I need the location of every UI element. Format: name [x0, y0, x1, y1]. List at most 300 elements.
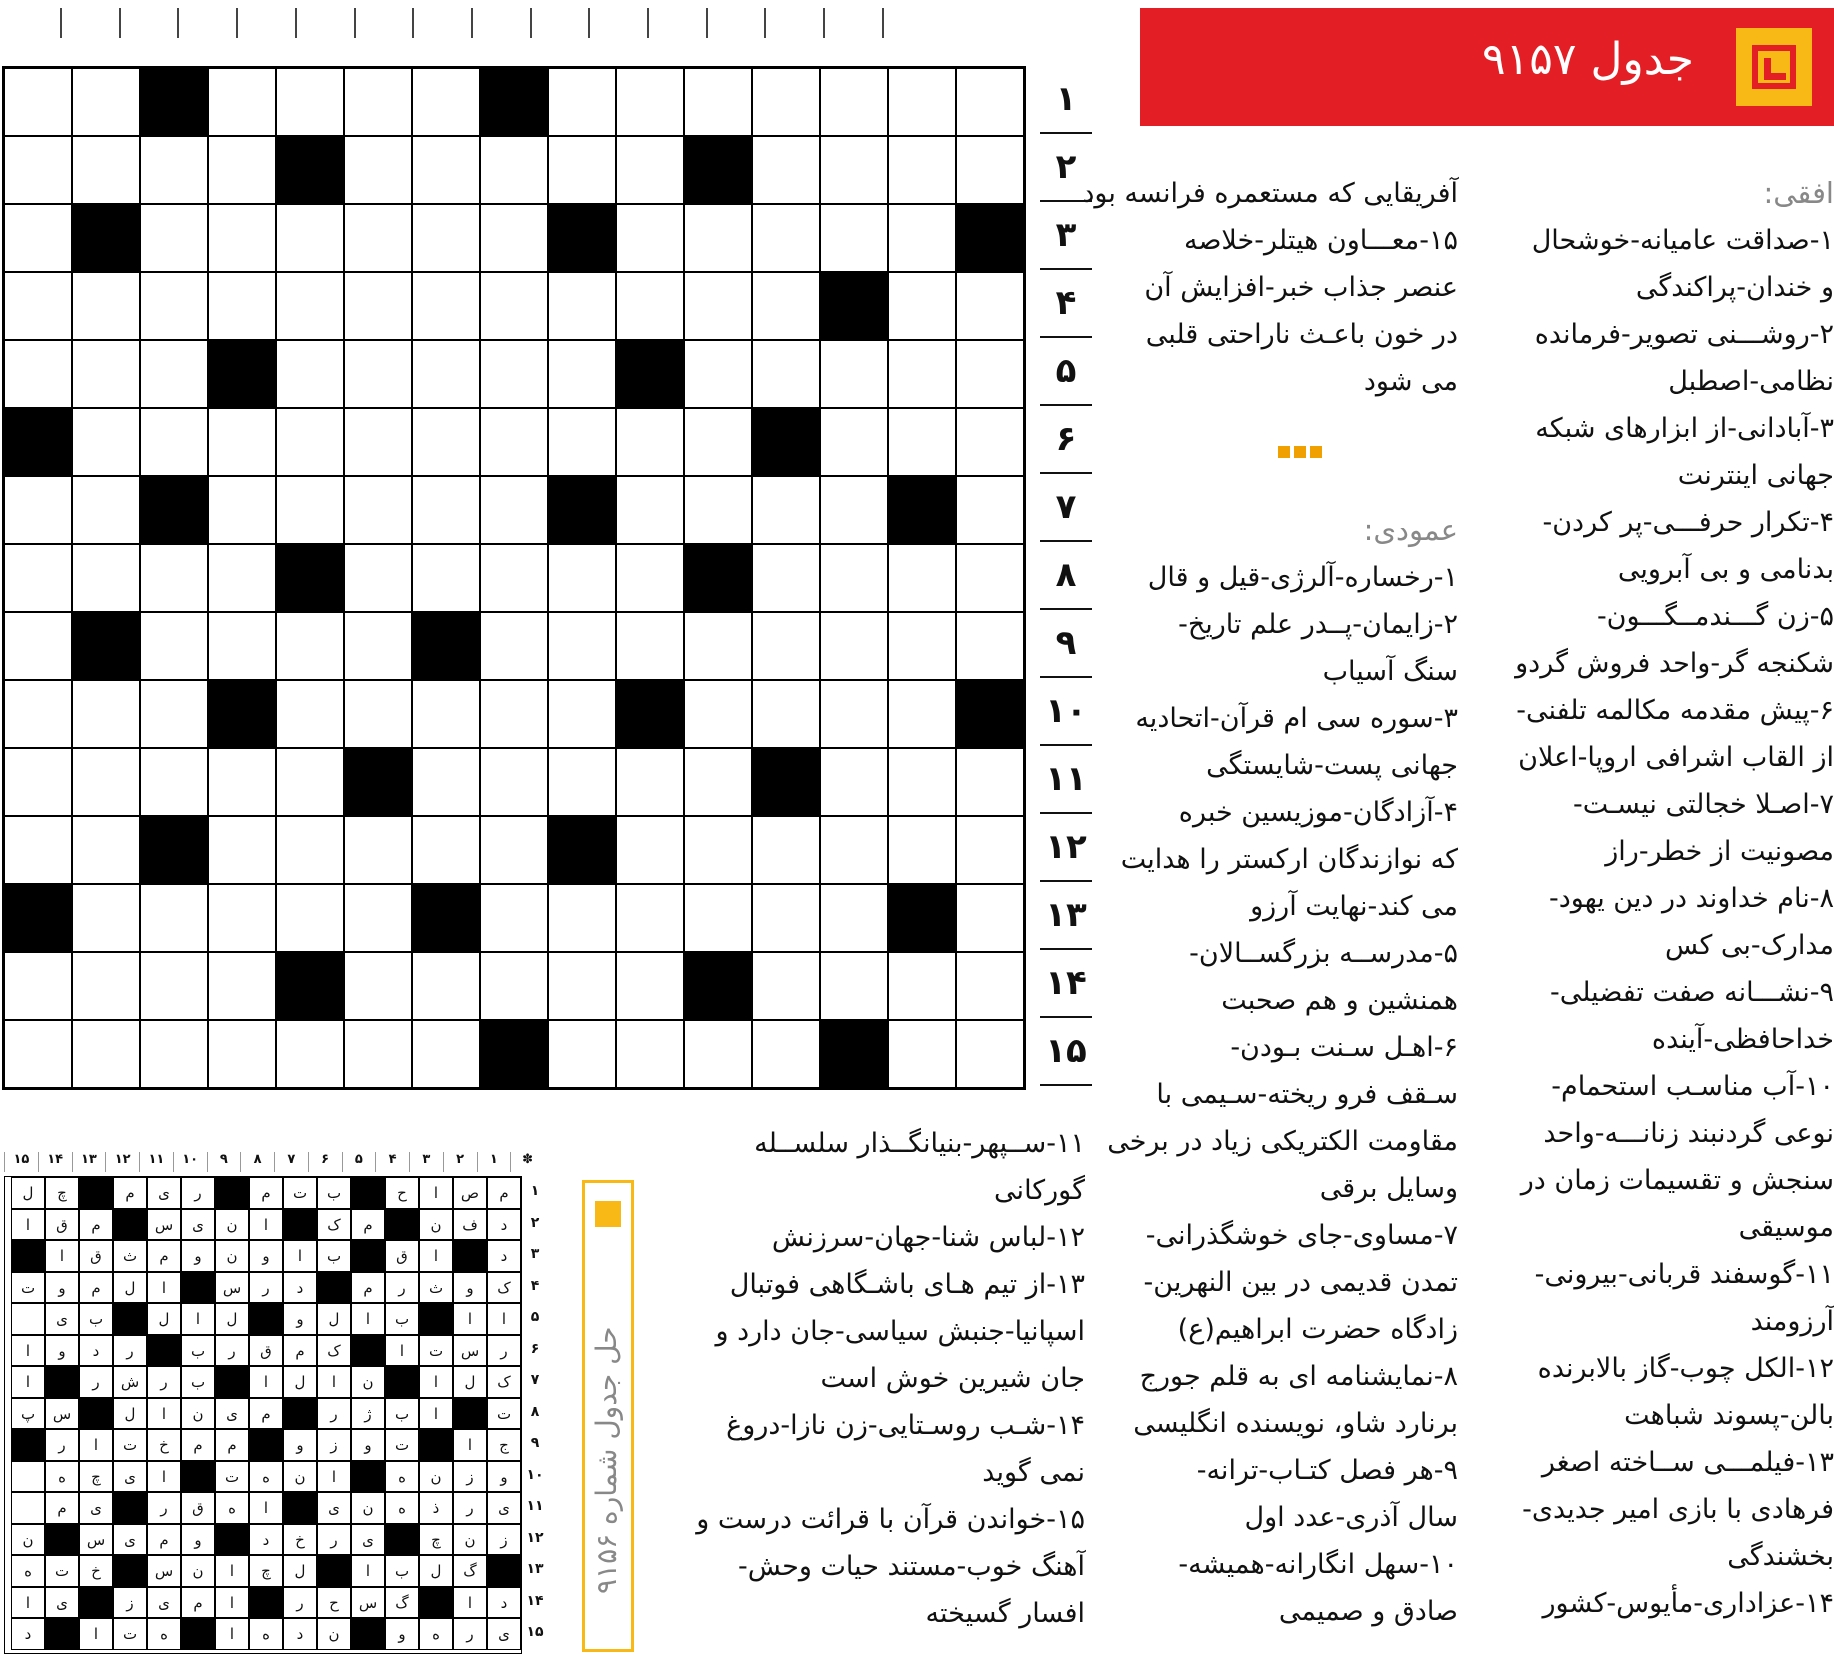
crossword-cell[interactable]: [344, 1020, 412, 1088]
clue-line: سـقف فرو ریخته-سـیمی با: [1156, 1079, 1458, 1110]
crossword-row-numbers: [1040, 66, 1092, 1086]
solution-cell: ل: [113, 1398, 147, 1430]
crossword-cell[interactable]: [684, 680, 752, 748]
solution-black-cell: [45, 1366, 79, 1398]
row-number: ۱۳: [1040, 882, 1092, 950]
crossword-cell[interactable]: [820, 340, 888, 408]
crossword-cell[interactable]: [140, 748, 208, 816]
clue-line: ۱۰-آب مناسـب استحمام-: [1551, 1071, 1834, 1102]
crossword-cell[interactable]: [956, 340, 1024, 408]
clue-line: ۵-زن گـــندمــگـــون-: [1596, 601, 1834, 632]
ruler-tick: [530, 8, 532, 38]
crossword-cell[interactable]: [616, 748, 684, 816]
solution-col-number: ۱۱: [139, 1152, 173, 1172]
crossword-cell[interactable]: [412, 816, 480, 884]
solution-cell: ز: [317, 1429, 351, 1461]
solution-cell: [11, 1492, 45, 1524]
clue-line: سنجش و تقسیمات زمان در: [1520, 1165, 1834, 1196]
crossword-cell[interactable]: [208, 408, 276, 476]
crossword-cell[interactable]: [752, 952, 820, 1020]
crossword-cell[interactable]: [820, 544, 888, 612]
crossword-cell[interactable]: [548, 884, 616, 952]
crossword-cell[interactable]: [820, 612, 888, 680]
crossword-cell[interactable]: [4, 544, 72, 612]
solution-col-number: ۱۵: [4, 1152, 38, 1172]
black-cell: [616, 680, 684, 748]
crossword-cell[interactable]: [956, 952, 1024, 1020]
ruler-tick: [412, 8, 414, 38]
crossword-cell[interactable]: [140, 136, 208, 204]
crossword-cell[interactable]: [616, 952, 684, 1020]
crossword-cell[interactable]: [72, 68, 140, 136]
solution-cell: ا: [215, 1587, 249, 1619]
crossword-cell[interactable]: [820, 476, 888, 544]
crossword-cell[interactable]: [616, 136, 684, 204]
crossword-cell[interactable]: [684, 476, 752, 544]
black-cell: [956, 680, 1024, 748]
crossword-cell[interactable]: [616, 816, 684, 884]
row-number: ۱۵: [1040, 1018, 1092, 1086]
crossword-cell[interactable]: [548, 748, 616, 816]
crossword-cell[interactable]: [412, 204, 480, 272]
solution-cell: چ: [45, 1177, 79, 1209]
crossword-cell[interactable]: [412, 340, 480, 408]
crossword-cell[interactable]: [412, 544, 480, 612]
solution-cell: ج: [487, 1429, 521, 1461]
crossword-cell[interactable]: [72, 544, 140, 612]
crossword-cell[interactable]: [548, 952, 616, 1020]
crossword-cell[interactable]: [956, 884, 1024, 952]
crossword-cell[interactable]: [956, 272, 1024, 340]
crossword-cell[interactable]: [276, 340, 344, 408]
crossword-cell[interactable]: [684, 748, 752, 816]
solution-black-cell: [11, 1429, 45, 1461]
crossword-cell[interactable]: [752, 136, 820, 204]
crossword-cell[interactable]: [344, 408, 412, 476]
crossword-cell[interactable]: [412, 136, 480, 204]
crossword-cell[interactable]: [956, 816, 1024, 884]
crossword-cell[interactable]: [140, 612, 208, 680]
solution-cell: خ: [283, 1524, 317, 1556]
black-cell: [684, 544, 752, 612]
crossword-cell[interactable]: [276, 612, 344, 680]
clue-line: ۱-رخساره-آلرژی-قیل و قال: [1147, 562, 1458, 593]
crossword-cell[interactable]: [752, 204, 820, 272]
crossword-cell[interactable]: [888, 136, 956, 204]
clue-line: نوعی گردنبند زنانـــه-واحد: [1543, 1118, 1834, 1149]
crossword-cell[interactable]: [820, 204, 888, 272]
crossword-cell[interactable]: [480, 612, 548, 680]
solution-cell: گ: [385, 1587, 419, 1619]
crossword-cell[interactable]: [4, 340, 72, 408]
crossword-cell[interactable]: [616, 884, 684, 952]
crossword-cell[interactable]: [752, 544, 820, 612]
crossword-cell[interactable]: [412, 408, 480, 476]
clue-line: جان شیرین خوش است: [820, 1363, 1085, 1394]
solution-row-number: ۶: [530, 1340, 540, 1357]
black-cell: [548, 816, 616, 884]
solution-cell: ا: [147, 1272, 181, 1304]
crossword-cell[interactable]: [548, 544, 616, 612]
crossword-cell[interactable]: [480, 408, 548, 476]
crossword-cell[interactable]: [888, 340, 956, 408]
crossword-cell[interactable]: [72, 952, 140, 1020]
black-cell: [344, 748, 412, 816]
crossword-cell[interactable]: [684, 816, 752, 884]
crossword-cell[interactable]: [72, 272, 140, 340]
crossword-cell[interactable]: [548, 1020, 616, 1088]
crossword-cell[interactable]: [140, 272, 208, 340]
previous-solution-grid: [4, 1152, 544, 1652]
crossword-cell[interactable]: [820, 884, 888, 952]
crossword-cell[interactable]: [412, 68, 480, 136]
crossword-cell[interactable]: [276, 884, 344, 952]
crossword-cell[interactable]: [888, 680, 956, 748]
crossword-cell[interactable]: [276, 816, 344, 884]
crossword-cell[interactable]: [208, 204, 276, 272]
clue-line: خداحافظی-آینده: [1651, 1024, 1834, 1055]
crossword-cell[interactable]: [72, 136, 140, 204]
crossword-cell[interactable]: [752, 612, 820, 680]
black-cell: [752, 748, 820, 816]
crossword-cell[interactable]: [72, 748, 140, 816]
crossword-cell[interactable]: [140, 544, 208, 612]
crossword-cell[interactable]: [752, 476, 820, 544]
crossword-cell[interactable]: [208, 544, 276, 612]
crossword-cell[interactable]: [888, 544, 956, 612]
solution-cell: ل: [283, 1555, 317, 1587]
crossword-cell[interactable]: [480, 272, 548, 340]
crossword-cell[interactable]: [344, 816, 412, 884]
crossword-cell[interactable]: [208, 748, 276, 816]
crossword-cell[interactable]: [276, 408, 344, 476]
solution-cell: ا: [147, 1398, 181, 1430]
crossword-cell[interactable]: [344, 68, 412, 136]
crossword-cell[interactable]: [140, 884, 208, 952]
crossword-cell[interactable]: [276, 204, 344, 272]
crossword-cell[interactable]: [752, 272, 820, 340]
crossword-cell[interactable]: [276, 272, 344, 340]
crossword-cell[interactable]: [956, 1020, 1024, 1088]
down-heading: عمودی:: [1363, 513, 1458, 547]
crossword-cell[interactable]: [616, 204, 684, 272]
crossword-cell[interactable]: [4, 136, 72, 204]
solution-cell: ه: [385, 1461, 419, 1493]
crossword-cell[interactable]: [684, 340, 752, 408]
solution-row-number: ۱۱: [526, 1498, 544, 1514]
black-cell: [548, 204, 616, 272]
solution-cell: ب: [385, 1303, 419, 1335]
crossword-cell[interactable]: [480, 680, 548, 748]
crossword-cell[interactable]: [344, 612, 412, 680]
solution-cell: ی: [215, 1398, 249, 1430]
crossword-cell[interactable]: [208, 136, 276, 204]
crossword-cell[interactable]: [888, 816, 956, 884]
crossword-cell[interactable]: [4, 68, 72, 136]
solution-cell: ب: [181, 1366, 215, 1398]
crossword-cell[interactable]: [752, 1020, 820, 1088]
crossword-cell[interactable]: [4, 204, 72, 272]
crossword-cell[interactable]: [4, 952, 72, 1020]
clue-line: وسایل برقی: [1319, 1173, 1458, 1204]
solution-black-cell: [45, 1524, 79, 1556]
crossword-cell[interactable]: [140, 680, 208, 748]
crossword-cell[interactable]: [684, 612, 752, 680]
crossword-cell[interactable]: [344, 884, 412, 952]
solution-cell: ا: [249, 1366, 283, 1398]
black-cell: [480, 68, 548, 136]
crossword-cell[interactable]: [208, 884, 276, 952]
crossword-cell[interactable]: [684, 408, 752, 476]
crossword-cell[interactable]: [72, 884, 140, 952]
crossword-cell[interactable]: [820, 408, 888, 476]
clue-line: مدارک-بی کس: [1665, 930, 1834, 961]
clue-line: ۱۵-معـــاون هیتلر-خلاصه: [1184, 225, 1458, 256]
crossword-cell[interactable]: [344, 204, 412, 272]
crossword-cell[interactable]: [956, 408, 1024, 476]
clue-line: آرزومند: [1750, 1306, 1834, 1337]
crossword-cell[interactable]: [480, 884, 548, 952]
ruler-tick: [471, 8, 473, 38]
crossword-cell[interactable]: [616, 272, 684, 340]
crossword-cell[interactable]: [208, 272, 276, 340]
crossword-cell[interactable]: [140, 1020, 208, 1088]
clue-line: ۳-سوره سی ام قرآن-اتحادیه: [1135, 703, 1458, 734]
crossword-cell[interactable]: [480, 544, 548, 612]
solution-column-numbers: [4, 1152, 544, 1172]
crossword-cell[interactable]: [684, 68, 752, 136]
solution-cell: ب: [181, 1335, 215, 1367]
top-ruler-ticks: [0, 8, 1040, 38]
crossword-cell[interactable]: [72, 680, 140, 748]
crossword-cell[interactable]: [548, 68, 616, 136]
crossword-cell[interactable]: [684, 272, 752, 340]
crossword-cell[interactable]: [684, 204, 752, 272]
crossword-cell[interactable]: [820, 680, 888, 748]
crossword-cell[interactable]: [72, 1020, 140, 1088]
solution-cell: م: [147, 1524, 181, 1556]
crossword-cell[interactable]: [276, 68, 344, 136]
crossword-cell[interactable]: [956, 136, 1024, 204]
crossword-cell[interactable]: [548, 680, 616, 748]
solution-black-cell: [249, 1587, 283, 1619]
crossword-cell[interactable]: [344, 952, 412, 1020]
solution-cell: ل: [113, 1272, 147, 1304]
crossword-cell[interactable]: [4, 748, 72, 816]
solution-cell: ی: [113, 1524, 147, 1556]
crossword-cell[interactable]: [344, 136, 412, 204]
solution-cell: ل: [317, 1303, 351, 1335]
crossword-cell[interactable]: [480, 748, 548, 816]
solution-cell: ن: [215, 1209, 249, 1241]
crossword-cell[interactable]: [888, 612, 956, 680]
crossword-cell[interactable]: [616, 1020, 684, 1088]
solution-cell: ی: [487, 1492, 521, 1524]
solution-title: حل جدول شماره ۹۱۵۶: [590, 1326, 623, 1594]
clue-line: ۱۱-گوسفند قربانی-بیرونی-: [1534, 1259, 1834, 1290]
crossword-cell[interactable]: [412, 952, 480, 1020]
puzzle-header: [1140, 8, 1834, 126]
solution-cell: م: [215, 1429, 249, 1461]
crossword-cell[interactable]: [4, 680, 72, 748]
crossword-cell[interactable]: [140, 204, 208, 272]
crossword-cell[interactable]: [956, 544, 1024, 612]
crossword-cell[interactable]: [752, 340, 820, 408]
solution-cell: و: [181, 1524, 215, 1556]
crossword-cell[interactable]: [548, 272, 616, 340]
crossword-cell[interactable]: [276, 1020, 344, 1088]
crossword-cell[interactable]: [4, 612, 72, 680]
crossword-cell[interactable]: [684, 884, 752, 952]
solution-black-cell: [419, 1303, 453, 1335]
crossword-cell[interactable]: [480, 476, 548, 544]
solution-black-cell: [283, 1209, 317, 1241]
crossword-cell[interactable]: [752, 816, 820, 884]
crossword-cell[interactable]: [208, 1020, 276, 1088]
solution-cell: ا: [317, 1461, 351, 1493]
solution-cell: ی: [351, 1524, 385, 1556]
solution-cell: د: [283, 1272, 317, 1304]
black-cell: [208, 340, 276, 408]
crossword-cell[interactable]: [888, 204, 956, 272]
crossword-cell[interactable]: [412, 272, 480, 340]
crossword-cell[interactable]: [752, 680, 820, 748]
solution-cell: ا: [385, 1335, 419, 1367]
crossword-cell[interactable]: [752, 68, 820, 136]
solution-cell: ا: [11, 1587, 45, 1619]
solution-cell: ن: [11, 1524, 45, 1556]
solution-cell: ف: [453, 1209, 487, 1241]
solution-cell: ب: [317, 1177, 351, 1209]
crossword-cell[interactable]: [276, 680, 344, 748]
crossword-cell[interactable]: [412, 748, 480, 816]
crossword-cell[interactable]: [72, 340, 140, 408]
crossword-cell[interactable]: [888, 952, 956, 1020]
crossword-cell[interactable]: [344, 476, 412, 544]
crossword-cell[interactable]: [480, 204, 548, 272]
jam-logo-icon: [1736, 28, 1812, 106]
solution-col-number: ۱: [477, 1152, 511, 1172]
crossword-cell[interactable]: [548, 408, 616, 476]
row-number: ۶: [1040, 406, 1092, 474]
solution-cell: ر: [113, 1335, 147, 1367]
crossword-cell[interactable]: [956, 476, 1024, 544]
ruler-tick: [177, 8, 179, 38]
crossword-cell[interactable]: [820, 816, 888, 884]
crossword-cell[interactable]: [276, 748, 344, 816]
clue-line: آفریقایی که مستعمره فرانسه بود: [1082, 178, 1458, 209]
crossword-cell[interactable]: [548, 340, 616, 408]
crossword-cell[interactable]: [480, 816, 548, 884]
crossword-cell[interactable]: [888, 272, 956, 340]
crossword-cell[interactable]: [72, 476, 140, 544]
crossword-cell[interactable]: [208, 612, 276, 680]
crossword-cell[interactable]: [888, 1020, 956, 1088]
crossword-cell[interactable]: [684, 1020, 752, 1088]
crossword-cell[interactable]: [4, 1020, 72, 1088]
row-number: ۸: [1040, 542, 1092, 610]
crossword-cell[interactable]: [956, 612, 1024, 680]
crossword-cell[interactable]: [344, 272, 412, 340]
crossword-cell[interactable]: [208, 952, 276, 1020]
crossword-cell[interactable]: [616, 544, 684, 612]
crossword-cell[interactable]: [480, 340, 548, 408]
crossword-cell[interactable]: [888, 748, 956, 816]
crossword-cell[interactable]: [820, 136, 888, 204]
solution-col-number: ۱۲: [105, 1152, 139, 1172]
crossword-cell[interactable]: [752, 884, 820, 952]
crossword-cell[interactable]: [72, 408, 140, 476]
crossword-cell[interactable]: [820, 952, 888, 1020]
crossword-cell[interactable]: [888, 408, 956, 476]
clue-line: ۸-نمایشنامه ای به قلم جورج: [1139, 1361, 1458, 1392]
black-cell: [276, 544, 344, 612]
solution-cell: ا: [453, 1429, 487, 1461]
ruler-tick: [882, 8, 884, 38]
crossword-cell[interactable]: [956, 748, 1024, 816]
ruler-tick: [823, 8, 825, 38]
crossword-cell[interactable]: [820, 748, 888, 816]
solution-cell: ن: [181, 1398, 215, 1430]
crossword-cell[interactable]: [548, 136, 616, 204]
crossword-cell[interactable]: [276, 476, 344, 544]
solution-cell: ر: [453, 1618, 487, 1650]
crossword-cell[interactable]: [412, 1020, 480, 1088]
crossword-cell[interactable]: [344, 340, 412, 408]
crossword-cell[interactable]: [412, 476, 480, 544]
solution-black-cell: [283, 1492, 317, 1524]
crossword-cell[interactable]: [616, 612, 684, 680]
crossword-cell[interactable]: [140, 952, 208, 1020]
solution-cell: ه: [11, 1555, 45, 1587]
crossword-cell[interactable]: [208, 68, 276, 136]
solution-cell: ق: [45, 1209, 79, 1241]
black-cell: [888, 476, 956, 544]
crossword-cell[interactable]: [412, 680, 480, 748]
solution-cell: ا: [249, 1492, 283, 1524]
solution-black-cell: [11, 1240, 45, 1272]
crossword-cell[interactable]: [140, 340, 208, 408]
crossword-cell[interactable]: [4, 272, 72, 340]
crossword-cell[interactable]: [4, 816, 72, 884]
crossword-cell[interactable]: [344, 544, 412, 612]
crossword-cell[interactable]: [888, 68, 956, 136]
crossword-cell[interactable]: [480, 952, 548, 1020]
solution-cell: و: [453, 1272, 487, 1304]
solution-cell: س: [147, 1209, 181, 1241]
crossword-cell[interactable]: [4, 476, 72, 544]
crossword-cell[interactable]: [480, 136, 548, 204]
crossword-cell[interactable]: [140, 408, 208, 476]
crossword-cell[interactable]: [208, 476, 276, 544]
crossword-cell[interactable]: [72, 816, 140, 884]
solution-cell: س: [453, 1335, 487, 1367]
clue-line: و خندان-پراکندگی: [1635, 272, 1834, 303]
crossword-cell[interactable]: [616, 408, 684, 476]
crossword-cell[interactable]: [956, 68, 1024, 136]
clue-line: اسپانیا-جنبش سیاسی-جان دارد و: [715, 1316, 1085, 1347]
crossword-cell[interactable]: [616, 476, 684, 544]
solution-cell: ت: [113, 1618, 147, 1650]
crossword-cell[interactable]: [208, 816, 276, 884]
crossword-cell[interactable]: [344, 680, 412, 748]
solution-cell: ل: [419, 1555, 453, 1587]
crossword-cell[interactable]: [616, 68, 684, 136]
crossword-cell[interactable]: [548, 612, 616, 680]
solution-cell: ی: [147, 1177, 181, 1209]
crossword-cell[interactable]: [820, 68, 888, 136]
solution-cell: ا: [215, 1555, 249, 1587]
